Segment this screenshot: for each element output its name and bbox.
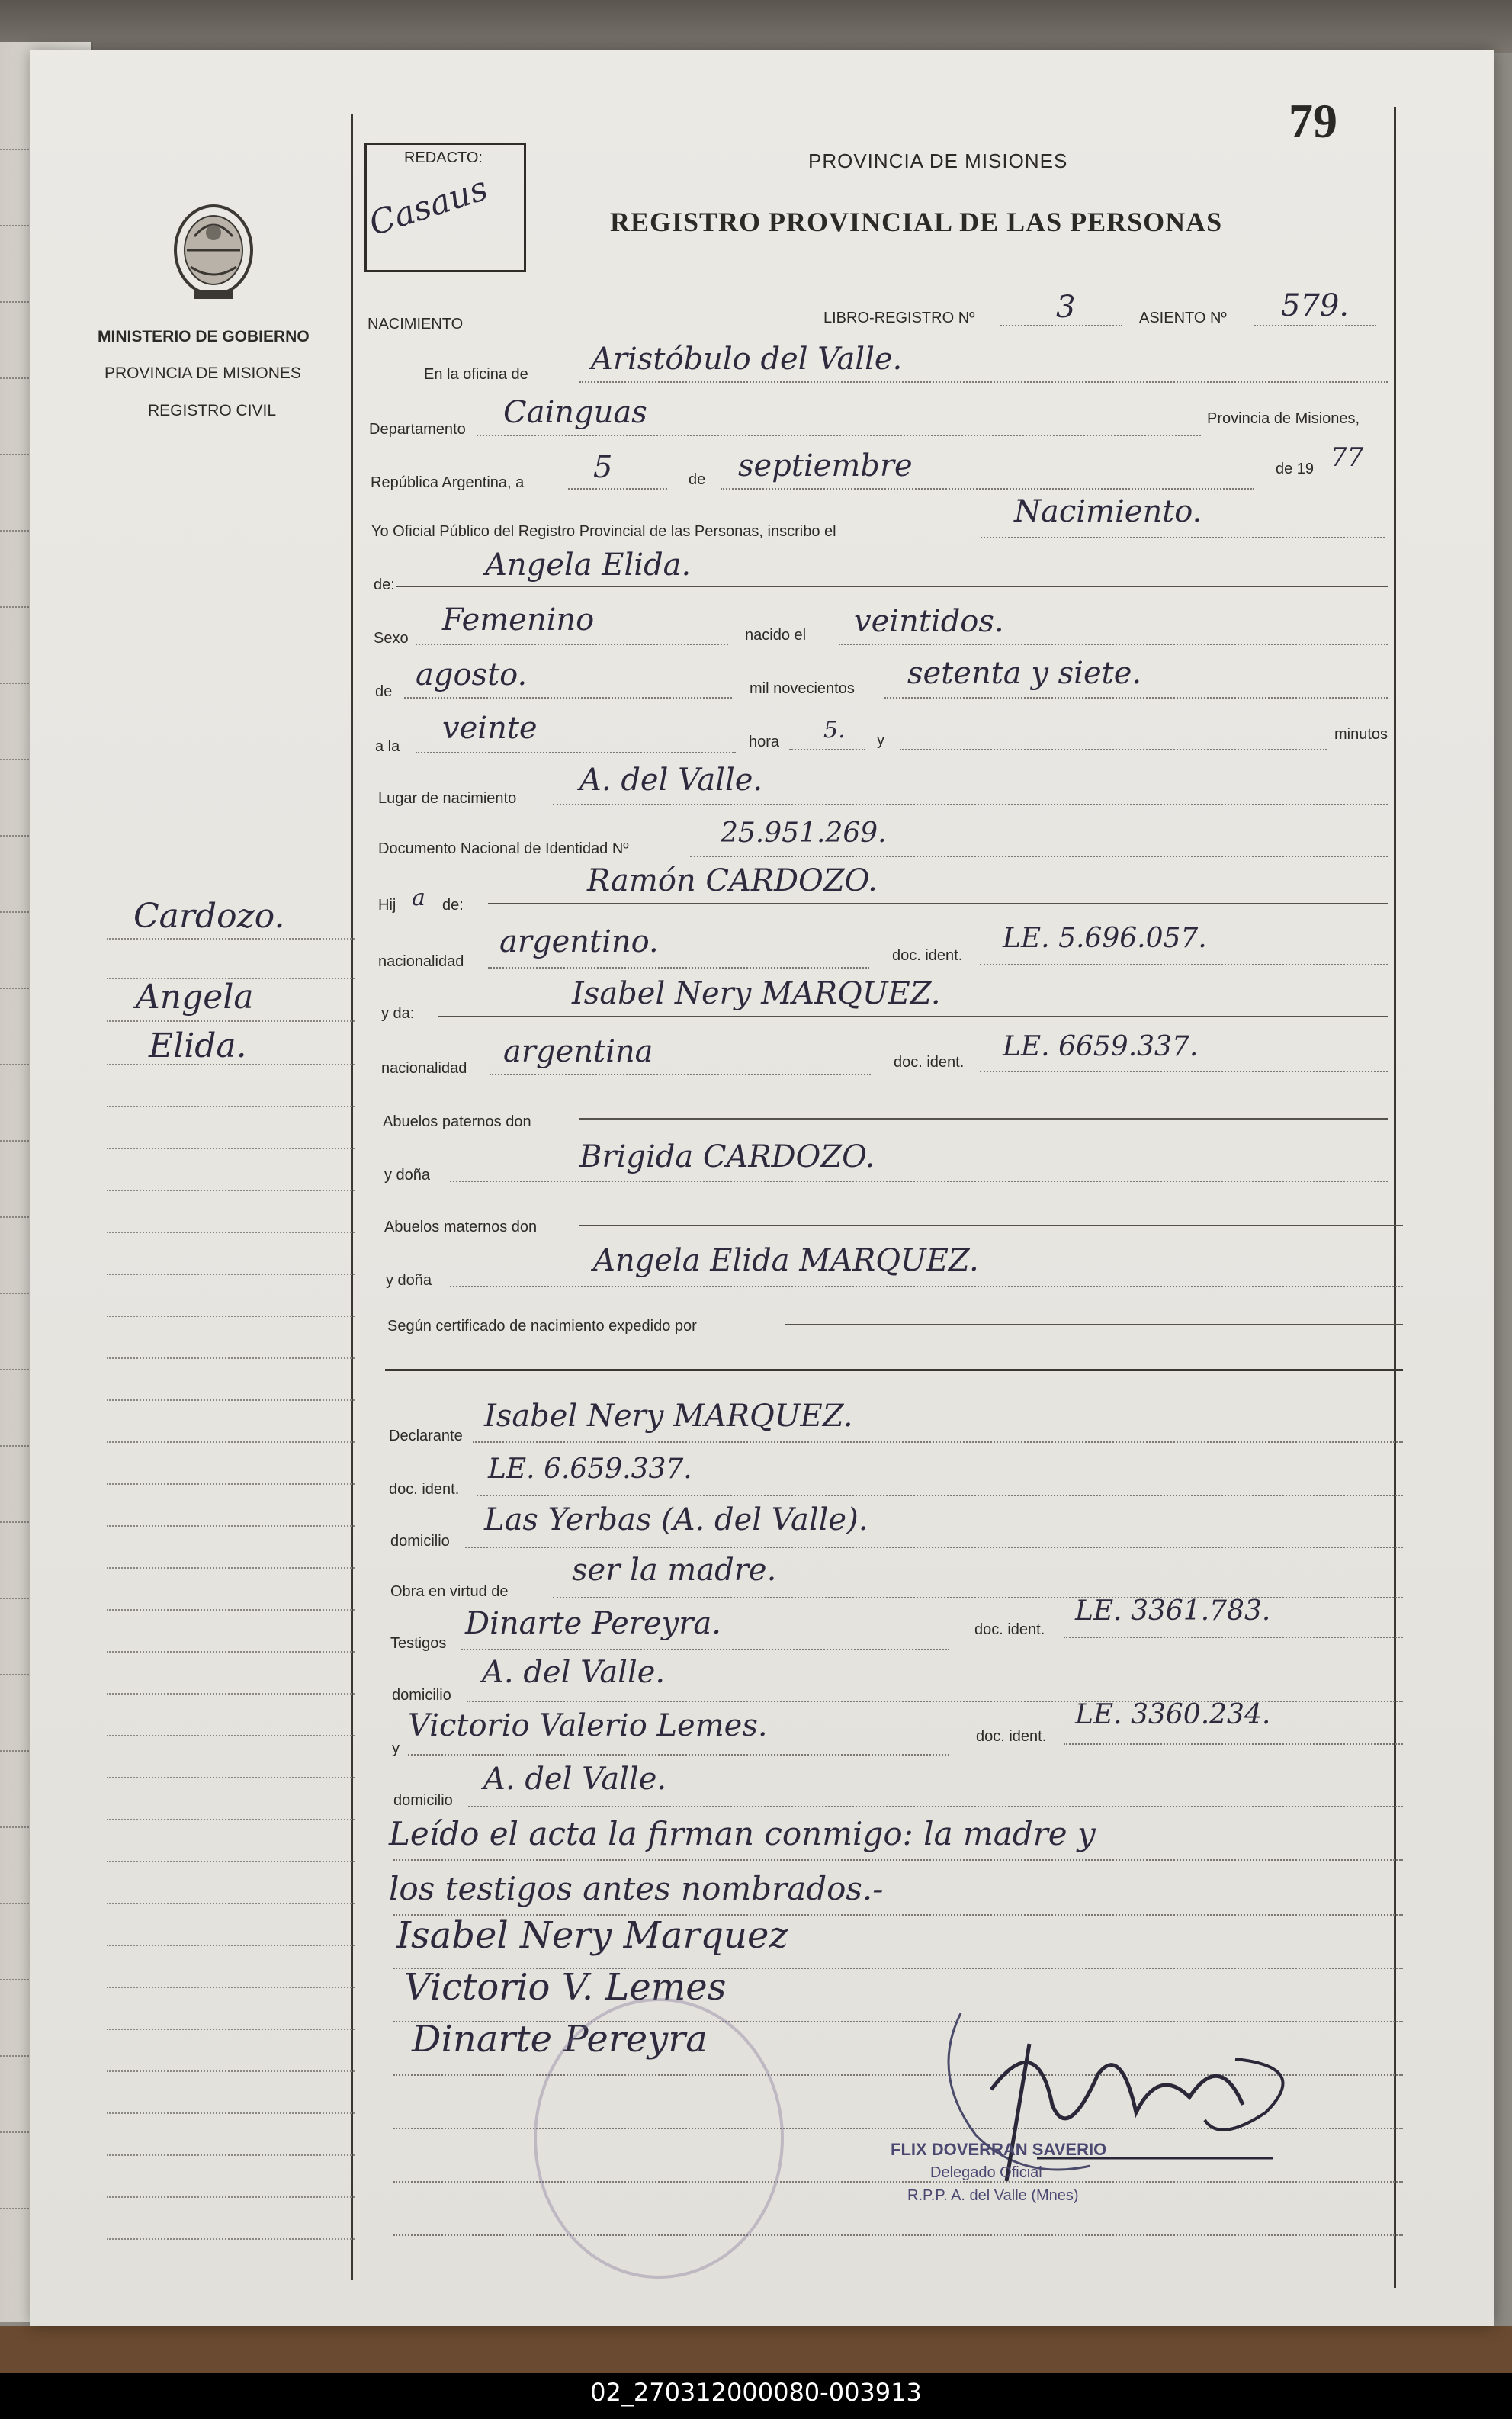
hora-num: 5. [823, 717, 846, 744]
testigo2-domicilio-value: A. del Valle. [483, 1762, 667, 1797]
image-caption: 02_270312000080-003913 [590, 2378, 922, 2407]
sexo-value: Femenino [442, 602, 595, 638]
mes-nac-value: agosto. [416, 657, 528, 692]
stamp-place: R.P.P. A. del Valle (Mnes) [907, 2187, 1079, 2204]
departamento-label: Departamento [369, 421, 466, 438]
anio-nac-value: setenta y siete. [907, 656, 1142, 691]
oficial-value: Nacimiento. [1014, 494, 1202, 529]
abuela-materna-label: y doña [386, 1272, 432, 1289]
closing-line-1: Leído el acta la firman conmigo: la madre y [389, 1815, 1096, 1852]
registry-seal [534, 1998, 784, 2279]
nacido-label: nacido el [745, 627, 807, 644]
nacido-value: veintidos. [854, 604, 1004, 639]
declarante-label: Declarante [389, 1428, 463, 1444]
certificado-label: Según certificado de nacimiento expedido por [387, 1318, 697, 1335]
testigo2-doc-label: doc. ident. [976, 1728, 1047, 1745]
hija-label: Hij [378, 897, 396, 914]
mil-label: mil novecientos [750, 680, 855, 697]
de-mes-label: de [375, 683, 393, 700]
madre-value: Isabel Nery MARQUEZ. [572, 976, 941, 1011]
padre-doc-label: doc. ident. [892, 947, 963, 964]
signature-witness-1: Dinarte Pereyra [412, 2018, 708, 2061]
testigo2-domicilio-label: domicilio [393, 1792, 453, 1809]
testigo2-doc-value: LE. 3360.234. [1075, 1699, 1271, 1730]
madre-doc-value: LE. 6659.337. [1003, 1031, 1199, 1062]
testigo2-y-label: y [392, 1740, 400, 1757]
republica-label: República Argentina, a [371, 474, 525, 491]
testigo1-doc-value: LE. 3361.783. [1075, 1595, 1271, 1627]
margin-surname: Cardozo. [133, 897, 285, 936]
sexo-label: Sexo [374, 630, 409, 647]
stamp-title: Delegado Oficial [930, 2164, 1042, 2181]
padre-value: Ramón CARDOZO. [587, 863, 878, 898]
de-label: de [689, 471, 706, 488]
padre-doc-value: LE. 5.696.057. [1003, 923, 1207, 954]
y-da-label: y da: [381, 1005, 415, 1022]
nacimiento-label: NACIMIENTO [368, 316, 464, 332]
libro-value: 3 [1056, 290, 1076, 325]
dia-value: 5 [593, 450, 613, 485]
registry-title: REGISTRO PROVINCIAL DE LAS PERSONAS [610, 207, 1223, 237]
libro-label: LIBRO-REGISTRO Nº [823, 310, 975, 326]
abuelos-maternos-label: Abuelos maternos don [384, 1219, 538, 1235]
hija-de-label: de: [442, 897, 464, 914]
provincia-suffix: Provincia de Misiones, [1207, 410, 1360, 427]
madre-nacionalidad-label: nacionalidad [381, 1060, 467, 1077]
nombre-value: Angela Elida. [485, 548, 692, 583]
margin-name-first: Angela [136, 978, 254, 1017]
abuela-paterna-label: y doña [384, 1167, 431, 1184]
mes-value: septiembre [738, 448, 913, 483]
province-title: PROVINCIA DE MISIONES [808, 149, 1068, 172]
padre-nacionalidad-value: argentino. [499, 924, 659, 959]
de-anio-label: de 19 [1276, 461, 1315, 477]
madre-doc-label: doc. ident. [894, 1054, 965, 1071]
dni-value: 25.951.269. [721, 818, 887, 849]
hija-suffix: a [412, 885, 425, 911]
minutos-label: minutos [1334, 726, 1388, 743]
abuelos-paternos-label: Abuelos paternos don [383, 1113, 531, 1130]
declarante-doc-label: doc. ident. [389, 1481, 460, 1498]
sidebar-registro: REGISTRO CIVIL [148, 402, 277, 419]
frame-right-line [1394, 107, 1396, 2288]
testigo1-domicilio-value: A. del Valle. [482, 1655, 666, 1690]
dni-label: Documento Nacional de Identidad Nº [378, 840, 629, 857]
declarante-doc-value: LE. 6.659.337. [488, 1454, 692, 1485]
hora-value: veinte [442, 711, 538, 746]
declarante-domicilio-label: domicilio [390, 1533, 450, 1550]
sidebar-provincia: PROVINCIA DE MISIONES [104, 365, 301, 382]
closing-line-2: los testigos antes nombrados.- [389, 1870, 884, 1907]
signature-mother: Isabel Nery Marquez [396, 1914, 788, 1957]
y-label: y [877, 732, 884, 749]
testigos-label: Testigos [390, 1635, 447, 1652]
lugar-label: Lugar de nacimiento [378, 790, 517, 807]
oficial-label: Yo Oficial Público del Registro Provincial de las Personas, inscribo el [371, 523, 836, 540]
testigo1-domicilio-label: domicilio [392, 1687, 451, 1704]
obra-value: ser la madre. [572, 1553, 777, 1588]
oficina-value: Aristóbulo del Valle. [591, 342, 903, 377]
hora-label: hora [749, 734, 780, 750]
redacto-label: REDACTO: [404, 149, 483, 166]
a-la-label: a la [375, 738, 400, 755]
redacto-signature: Casaus [364, 169, 493, 244]
asiento-value: 579. [1281, 288, 1350, 323]
declarante-value: Isabel Nery MARQUEZ. [484, 1399, 853, 1434]
frame-left-line [351, 114, 353, 2280]
declarante-domicilio-value: Las Yerbas (A. del Valle). [484, 1502, 868, 1537]
scan-background-top [0, 0, 1512, 53]
margin-name-second: Elida. [149, 1026, 247, 1065]
abuela-materna-value: Angela Elida MARQUEZ. [593, 1243, 979, 1278]
madre-nacionalidad-value: argentina [503, 1034, 653, 1069]
sidebar-ministerio: MINISTERIO DE GOBIERNO [98, 328, 310, 345]
departamento-value: Cainguas [503, 395, 647, 430]
testigo1-value: Dinarte Pereyra. [465, 1606, 721, 1641]
oficina-label: En la oficina de [424, 366, 528, 383]
coat-of-arms-icon [164, 191, 263, 305]
page-number: 79 [1289, 94, 1337, 148]
obra-label: Obra en virtud de [390, 1583, 509, 1600]
asiento-label: ASIENTO Nº [1139, 310, 1227, 326]
abuela-paterna-value: Brigida CARDOZO. [579, 1139, 875, 1174]
testigo1-doc-label: doc. ident. [974, 1621, 1045, 1638]
stamp-name: FLIX DOVERRAN SAVERIO [891, 2140, 1107, 2159]
lugar-value: A. del Valle. [579, 763, 763, 798]
anio-value: 77 [1331, 442, 1364, 473]
padre-nacionalidad-label: nacionalidad [378, 953, 464, 970]
testigo2-value: Victorio Valerio Lemes. [408, 1708, 768, 1743]
signature-witness-2: Victorio V. Lemes [404, 1966, 727, 2009]
de-nombre-label: de: [374, 577, 395, 593]
